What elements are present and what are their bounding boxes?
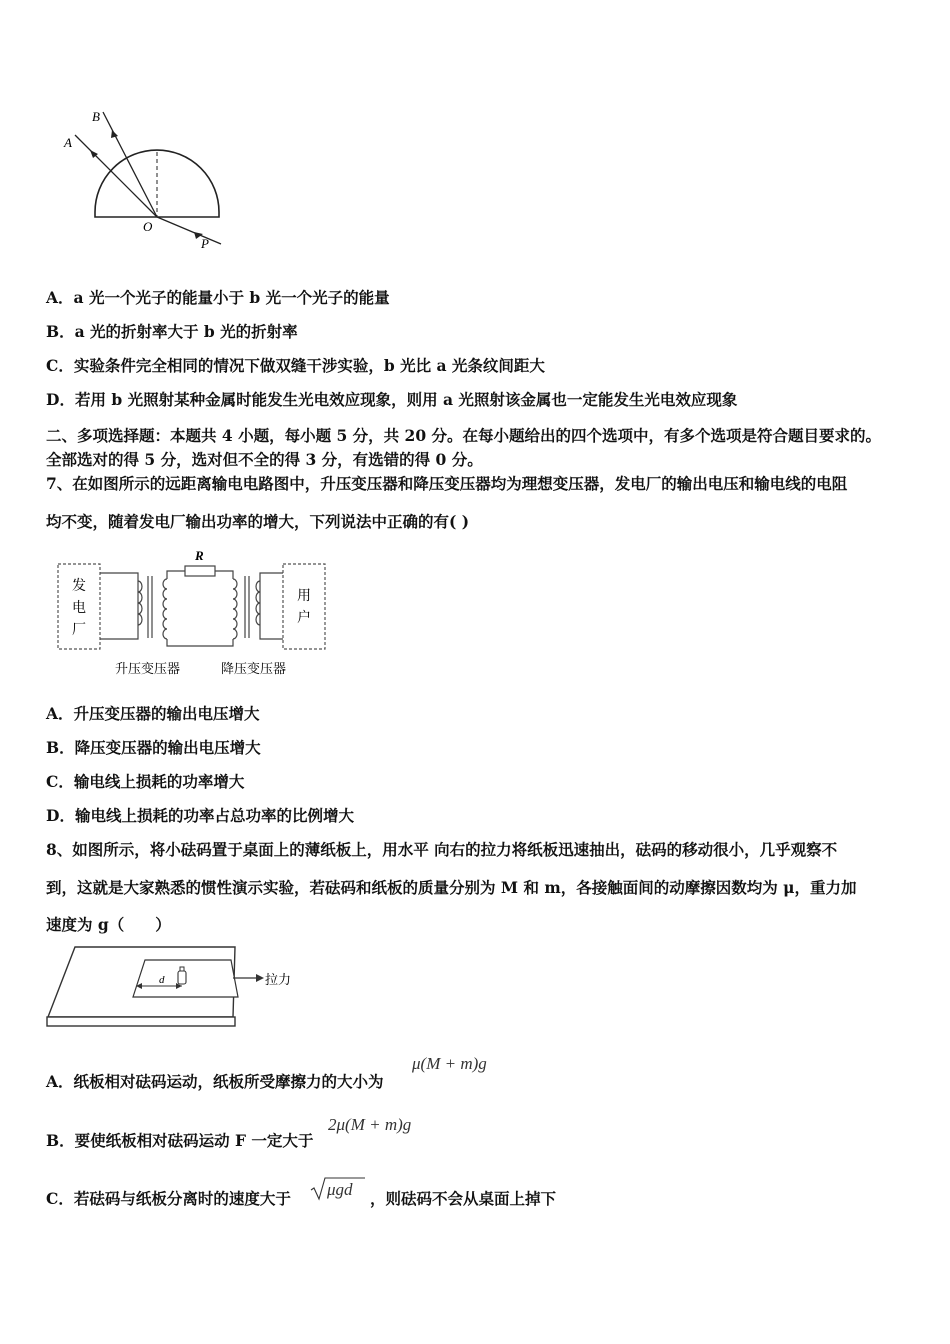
plant-char-3: 厂 <box>72 623 86 638</box>
q7-option-d: D．输电线上损耗的功率占总功率的比例增大 <box>46 806 354 825</box>
section2-scoring: 全部选对的得 5 分，选对但不全的得 3 分，有选错的得 0 分。 <box>46 450 483 469</box>
user-char-1: 用 <box>297 589 311 604</box>
step-down-label: 降压变压器 <box>221 661 287 676</box>
q8-option-b <box>46 1129 313 1151</box>
q6-option-c: C．实验条件完全相同的情况下做双缝干涉实验，b 光比 a 光条纹间距大 <box>46 356 545 375</box>
label-b: B <box>92 109 100 124</box>
inertia-figure <box>45 942 305 1032</box>
resistor-label: R <box>195 548 204 563</box>
q8-option-c-text: C．若砝码与纸板分离时的速度大于 <box>46 1189 291 1208</box>
q7-option-a: A．升压变压器的输出电压增大 <box>46 704 260 723</box>
q8-option-b-formula: 2μ(M + m)g <box>328 1115 412 1134</box>
d-label: d <box>159 974 165 986</box>
plant-char-2: 电 <box>72 601 86 616</box>
label-a: A <box>64 135 72 150</box>
q6-option-a: A．a 光一个光子的能量小于 b 光一个光子的能量 <box>46 288 390 307</box>
refraction-figure <box>55 100 240 260</box>
q8-option-b-text: B．要使纸板相对砝码运动 F 一定大于 <box>46 1131 314 1150</box>
label-p: P <box>201 236 209 251</box>
q6-option-d: D．若用 b 光照射某种金属时能发生光电效应现象，则用 a 光照射该金属也一定能发生光电效应现象 <box>46 390 738 409</box>
force-label: 拉力 <box>265 972 292 987</box>
q7-stem-1: 7、在如图所示的远距离输电电路图中，升压变压器和降压变压器均为理想变压器，发电厂的输出电压和输电线的电阻 <box>46 474 848 493</box>
q8-option-a-formula: μ(M + m)g <box>412 1054 487 1073</box>
q7-option-b: B．降压变压器的输出电压增大 <box>46 738 261 757</box>
q8-stem-2: 到，这就是大家熟悉的惯性演示实验，若砝码和纸板的质量分别为 M 和 m，各接触面间的动摩擦因数均为 μ，重力加 <box>46 878 857 897</box>
q8-option-a-text: A．纸板相对砝码运动，纸板所受摩擦力的大小为 <box>46 1072 384 1091</box>
transmission-figure <box>55 546 355 681</box>
q6-option-b: B．a 光的折射率大于 b 光的折射率 <box>46 322 298 341</box>
label-o: O <box>143 219 153 234</box>
q7-stem-2: 均不变，随着发电厂输出功率的增大，下列说法中正确的有( ) <box>46 512 470 531</box>
section2-heading: 二、多项选择题：本题共 4 小题，每小题 5 分，共 20 分。在每小题给出的四个选项中，有多个选项是符合题目要求的。 <box>46 426 882 445</box>
q8-stem-1: 8、如图所示，将小砝码置于桌面上的薄纸板上，用水平 向右的拉力将纸板迅速抽出，砝码的移动很小，几乎观察不 <box>46 840 838 859</box>
q8-option-a <box>46 1070 384 1092</box>
q8-option-c-formula: μgd <box>327 1180 353 1199</box>
user-char-2: 户 <box>297 611 311 626</box>
q8-option-c-tail: ，则砝码不会从桌面上掉下 <box>370 1189 557 1208</box>
step-up-label: 升压变压器 <box>115 661 181 676</box>
q8-stem-3: 速度为 g（ ） <box>46 915 171 934</box>
q7-option-c: C．输电线上损耗的功率增大 <box>46 772 245 791</box>
plant-char-1: 发 <box>72 579 86 594</box>
